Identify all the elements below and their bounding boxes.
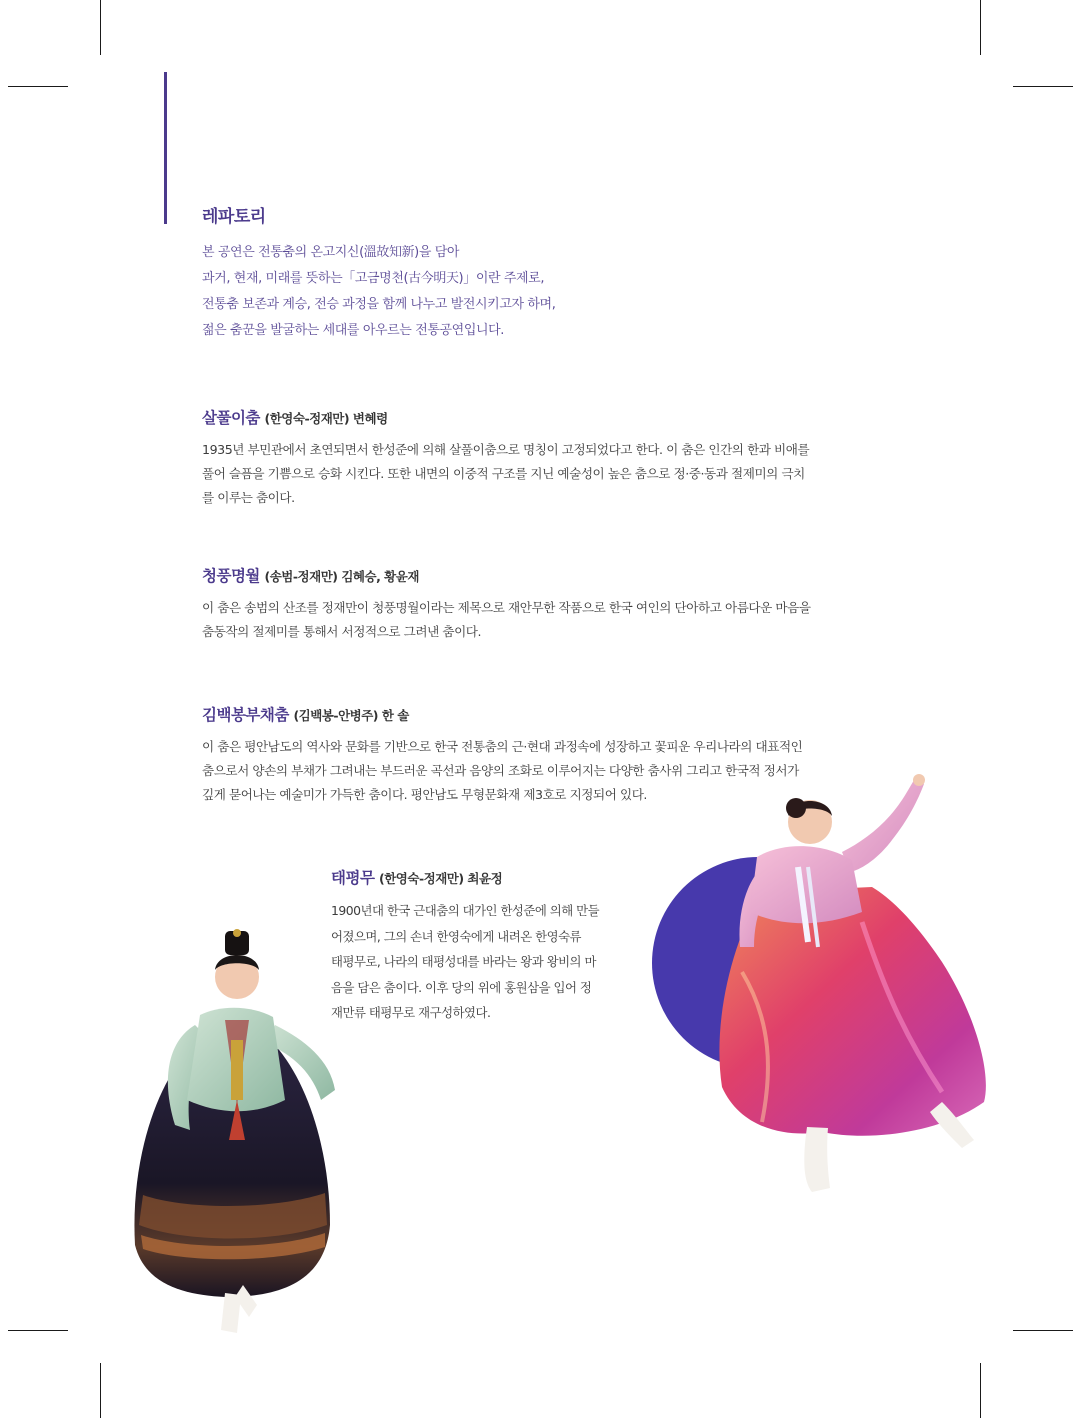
piece-cheongpung xyxy=(202,564,858,644)
piece-line: 이 춤은 송범의 산조를 정재만이 청풍명월이라는 제목으로 재안무한 작품으로 한국 여인의 단아하고 아름다운 마음을 xyxy=(202,600,811,615)
piece-line: 1900년대 한국 근대춤의 대가인 한성준에 의해 만들 xyxy=(331,903,600,918)
piece-line: 이 춤은 평안남도의 역사와 문화를 기반으로 한국 전통춤의 근·현대 과정속에 성장하고 꽃피운 우리나라의 대표적인 xyxy=(202,739,803,754)
piece-line: 춤동작의 절제미를 통해서 서정적으로 그려낸 춤이다. xyxy=(202,624,482,639)
crop-mark-right-top xyxy=(1013,86,1073,87)
piece-line: 풀어 슬픔을 기쁨으로 승화 시킨다. 또한 내면의 이중적 구조를 지닌 예술성이 높은 춤으로 정·중·동과 절제미의 극치 xyxy=(202,466,805,481)
section-title-repertory: 레파토리 xyxy=(202,207,266,227)
crop-mark-right-bottom xyxy=(1013,1330,1073,1331)
piece-line: 춤으로서 양손의 부채가 그려내는 부드러운 곡선과 음양의 조화로 이루어지는 다양한 춤사위 그리고 한국적 정서가 xyxy=(202,763,799,778)
intro-line: 본 공연은 전통춤의 온고지신(溫故知新)을 담아 xyxy=(202,245,460,260)
intro-line: 과거, 현재, 미래를 뜻하는「고금명천(古今明天)」이란 주제로, xyxy=(202,271,545,286)
crop-mark-left-top xyxy=(8,86,68,87)
piece-line: 태평무로, 나라의 태평성대를 바라는 왕과 왕비의 마 xyxy=(331,954,596,969)
accent-bar xyxy=(164,72,167,224)
crop-mark-top-left xyxy=(100,0,101,55)
piece-title: 살풀이춤 xyxy=(202,409,260,427)
crop-mark-top-right xyxy=(980,0,981,55)
piece-line: 재만류 태평무로 재구성하였다. xyxy=(331,1005,491,1020)
piece-salpuri xyxy=(202,406,858,510)
crop-mark-bottom-left xyxy=(100,1363,101,1418)
piece-credit: (송범-정재만) 김혜승, 황윤재 xyxy=(264,569,419,584)
intro-paragraph xyxy=(202,240,762,344)
intro-line: 젊은 춤꾼을 발굴하는 세대를 아우르는 전통공연입니다. xyxy=(202,323,505,338)
piece-line: 를 이루는 춤이다. xyxy=(202,490,295,505)
crop-mark-left-bottom xyxy=(8,1330,68,1331)
piece-line: 깊게 묻어나는 예술미가 가득한 춤이다. 평안남도 무형문화재 제3호로 지정되어 있다. xyxy=(202,787,647,802)
piece-credit: (김백봉-안병주) 한 솔 xyxy=(293,708,409,723)
piece-line: 1935년 부민관에서 초연되면서 한성준에 의해 살풀이춤으로 명칭이 고정되었다고 한다. 이 춤은 인간의 한과 비애를 xyxy=(202,442,810,457)
intro-line: 전통춤 보존과 계승, 전승 과정을 함께 나누고 발전시키고자 하며, xyxy=(202,297,556,312)
piece-credit: (한영숙-정재만) 최윤정 xyxy=(379,871,503,886)
dancer-photo-right xyxy=(712,772,992,1202)
piece-line: 어졌으며, 그의 손녀 한영숙에게 내려온 한영숙류 xyxy=(331,928,582,944)
piece-title: 태평무 xyxy=(331,869,375,887)
piece-credit: (한영숙-정재만) 변혜령 xyxy=(264,411,388,426)
piece-title: 김백봉부채춤 xyxy=(202,706,289,724)
dancer-photo-left xyxy=(125,925,340,1340)
piece-line: 음을 담은 춤이다. 이후 당의 위에 홍원삼을 입어 정 xyxy=(331,979,592,995)
piece-title: 청풍명월 xyxy=(202,567,260,585)
crop-mark-bottom-right xyxy=(980,1363,981,1418)
piece-taepyeongmu xyxy=(331,866,627,1026)
